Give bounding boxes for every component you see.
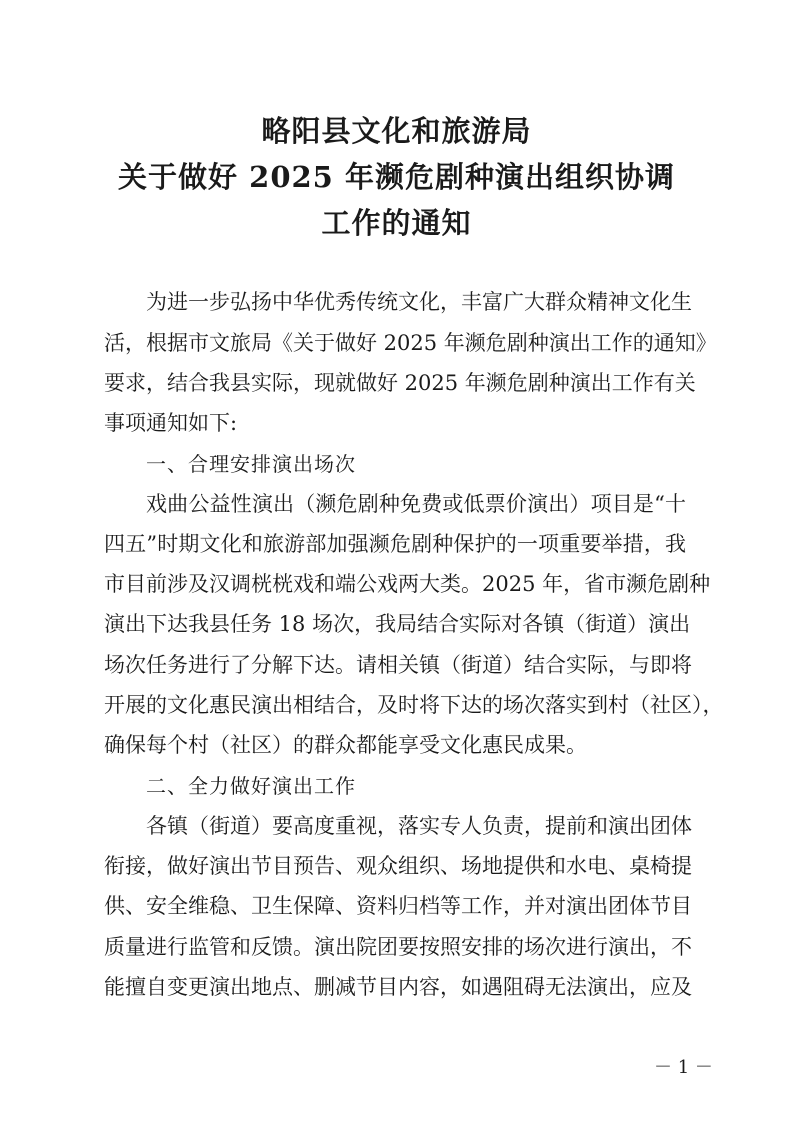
paragraph-3-line: 供、安全维稳、卫生保障、资料归档等工作，并对演出团体节目 <box>104 894 692 918</box>
paragraph-1-line: 活，根据市文旅局《关于做好 2025 年濒危剧种演出工作的通知》 <box>104 331 717 355</box>
paragraph-1-line: 为进一步弘扬中华优秀传统文化，丰富广大群众精神文化生 <box>146 290 692 314</box>
section-heading-1: 一、合理安排演出场次 <box>146 452 356 476</box>
document-title-line-1: 略阳县文化和旅游局 <box>261 114 532 148</box>
document-title-line-3: 工作的通知 <box>321 206 472 240</box>
paragraph-2-line: 确保每个村（社区）的群众都能享受文化惠民成果。 <box>104 733 587 757</box>
paragraph-2-line: 演出下达我县任务 18 场次，我局结合实际对各镇（街道）演出 <box>104 612 691 636</box>
paragraph-2-line: 戏曲公益性演出（濒危剧种免费或低票价演出）项目是“十 <box>146 492 686 516</box>
page-number: － 1 － <box>654 1057 713 1078</box>
paragraph-3-line: 能擅自变更演出地点、删减节目内容，如遇阻碍无法演出，应及 <box>104 975 692 999</box>
paragraph-1-line: 事项通知如下: <box>104 411 238 435</box>
paragraph-3-line: 质量进行监管和反馈。演出院团要按照安排的场次进行演出，不 <box>104 935 692 959</box>
paragraph-2-line: 开展的文化惠民演出相结合，及时将下达的场次落实到村（社区）， <box>104 693 724 717</box>
paragraph-1-line: 要求，结合我县实际，现就做好 2025 年濒危剧种演出工作有关 <box>104 371 696 395</box>
paragraph-3-line: 衔接，做好演出节目预告、观众组织、场地提供和水电、桌椅提 <box>104 854 692 878</box>
paragraph-2-line: 场次任务进行了分解下达。请相关镇（街道）结合实际，与即将 <box>104 653 692 677</box>
section-heading-2: 二、全力做好演出工作 <box>146 774 356 798</box>
paragraph-2-line: 市目前涉及汉调桄桄戏和端公戏两大类。2025 年，省市濒危剧种 <box>104 572 711 596</box>
document-title-line-2: 关于做好 2025 年濒危剧种演出组织协调 <box>118 160 675 194</box>
paragraph-2-line: 四五”时期文化和旅游部加强濒危剧种保护的一项重要举措，我 <box>104 532 686 556</box>
paragraph-3-line: 各镇（街道）要高度重视，落实专人负责，提前和演出团体 <box>146 814 692 838</box>
